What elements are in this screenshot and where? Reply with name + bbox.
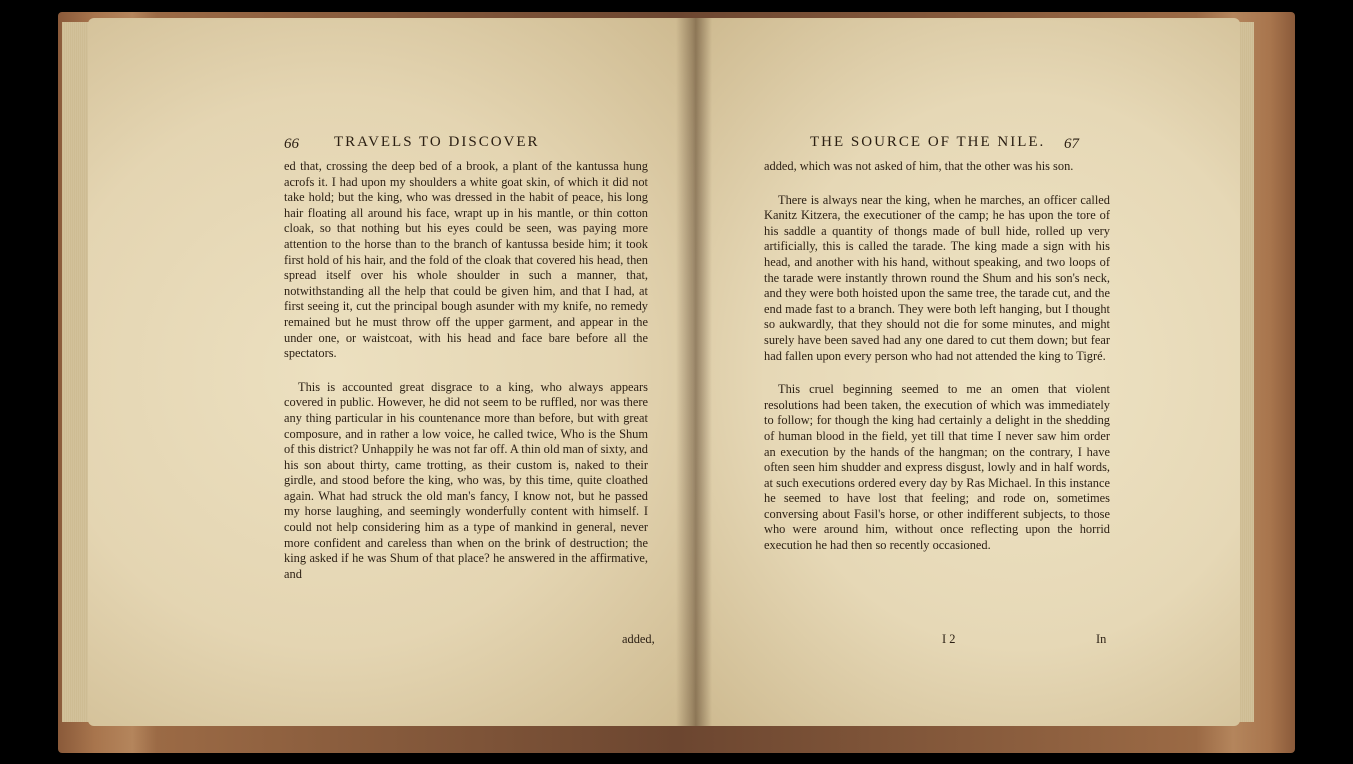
right-paragraph-2: There is always near the king, when he marches, an officer called Kanitz Kitzera, the executioner of the camp; he has upon the tore of his saddle a quantity of thongs made of bull hide, rolled up very artificially, this is called the tarade. The king made a sign with his head, and another with his hand, without speaking, and two loops of the tarade were instantly thrown round the Shum and his son's neck, and they were both hoisted upon the same tree, the tarade cut, and the end made fast to a branch. They were both left hanging, but I thought so aukwardly, that they should not die for some minutes, and might surely have been saved had any one dared to cut them down; but fear had fallen upon every person who had not attended the king to Tigré. — [764, 192, 1110, 363]
left-page — [88, 18, 696, 726]
right-catchword: In — [1096, 632, 1107, 646]
left-page-number: 66 — [284, 136, 299, 152]
left-catchword: added, — [622, 632, 655, 646]
left-paragraph-1: ed that, crossing the deep bed of a brook, a plant of the kantussa hung acrofs it. I had upon my shoulders a white goat skin, of which it did not take hold; but the king, who was dressed in the habit of peace, his long hair floating all around his face, wrapt up in his mantle, or thin cotton cloak, so that nothing but his eyes could be seen, was paying more attention to the horse than to the branch of kantussa beside him; it took first hold of his hair, and the fold of the cloak that covered his head, then spread itself over his whole shoulder in such a manner, that, notwithstanding all the help that could be given him, and that I had, at first seeing it, cut the principal bough asunder with my knife, no remedy remained but he must throw off the upper garment, and appear in the under one, or waistcoat, with his head and face bare before all the spectators. — [284, 159, 648, 361]
right-page-number: 67 — [1064, 136, 1079, 152]
right-paragraph-1: added, which was not asked of him, that the other was his son. — [764, 159, 1074, 173]
right-page — [692, 18, 1240, 726]
left-running-head: TRAVELS TO DISCOVER — [334, 134, 540, 150]
left-paragraph-2: This is accounted great disgrace to a king, who always appears covered in public. However, he did not seem to be ruffled, nor was there any thing particular in his countenance more than before, but with great composure, and in rather a low voice, he called twice, Who is the Shum of this district? Unhappily he was not far off. A thin old man of sixty, and his son about thirty, came trotting, as their custom is, naked to their girdle, and stood before the king, who was, by this time, quite cloathed again. What had struck the old man's fancy, I know not, but he passed my horse laughing, and seemingly wonderfully content with himself. I could not help considering him as a type of mankind in general, never more confident and careless than when on the brink of destruction; the king asked if he was Shum of that place? he answered in the affirmative, and — [284, 379, 648, 581]
right-paragraph-3: This cruel beginning seemed to me an omen that violent resolutions had been taken, the execution of which was immediately to follow; for though the king had certainly a delight in the shedding of human blood in the field, yet till that time I never saw him order an execution by the hands of the hangman; on the contrary, I have often seen him shudder and express disgust, lowly and in half words, at such executions ordered every day by Ras Michael. In this instance he seemed to have lost that feeling; and rode on, sometimes conversing about Fasil's horse, or other indifferent subjects, to those who were around him, without once reflecting upon the horrid execution he had then so recently occasioned. — [764, 382, 1110, 553]
right-text-block — [764, 159, 1110, 554]
signature-mark: I 2 — [942, 632, 956, 646]
left-text-block — [284, 159, 648, 582]
right-running-head: THE SOURCE OF THE NILE. — [810, 134, 1046, 150]
book-gutter — [676, 18, 712, 726]
